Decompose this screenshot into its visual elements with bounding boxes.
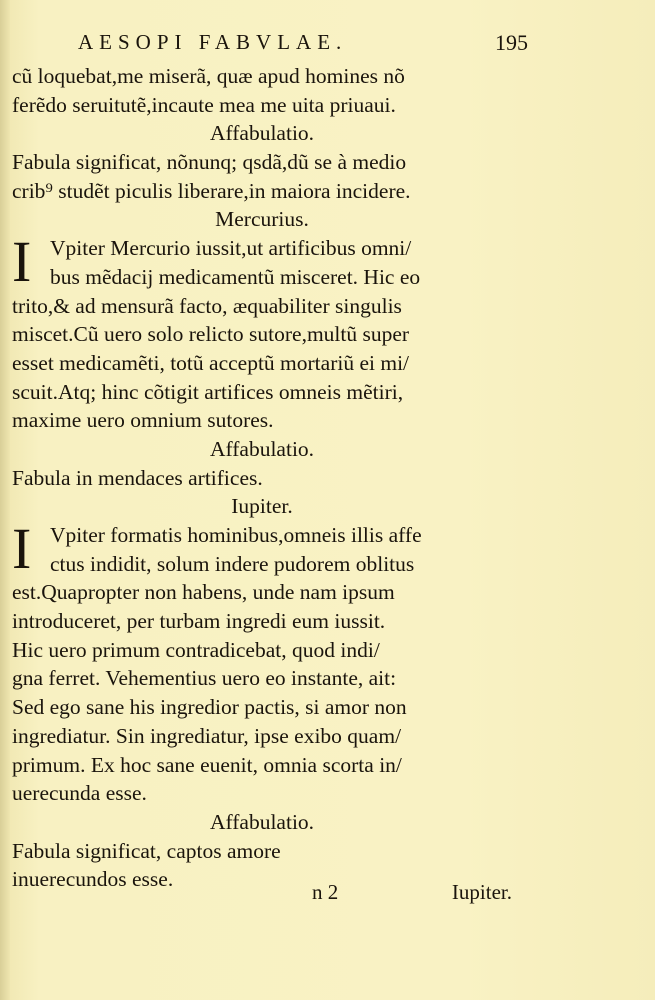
text-line: scuit.Atq; hinc cõtigit artifices omneis mẽtiri,	[12, 379, 404, 404]
text-line: ctus indidit, solum indere pudorem oblitus	[50, 551, 415, 576]
fable-title: Mercurius.	[215, 207, 309, 232]
text-line: Vpiter Mercurio iussit,ut artificibus omni/	[50, 236, 412, 261]
paragraph-iupiter	[12, 516, 512, 808]
paragraph-mercurius	[12, 229, 512, 435]
text-line: Hic uero primum contradicebat, quod indi/	[12, 637, 380, 662]
section-heading: Affabulatio.	[209, 436, 315, 461]
text-line: introduceret, per turbam ingredi eum iussit.	[12, 609, 386, 634]
signature-mark: n 2	[312, 880, 339, 904]
text-line: ferẽdo seruitutẽ,incaute mea me uita priuaui.	[12, 92, 396, 117]
text-line: est.Quapropter non habens, unde nam ipsum	[12, 580, 395, 605]
text-line: Fabula significat, captos amore	[12, 838, 281, 863]
catchword: Iupiter.	[451, 880, 512, 904]
text-line: esset medicamẽti, totũ acceptũ mortariũ ei mi/	[12, 350, 410, 375]
text-line: inuerecundos esse.	[12, 867, 174, 892]
text-line: Sed ego sane his ingredior pactis, si amor non	[12, 695, 407, 720]
text-line: trito,& ad mensurã facto, æquabiliter singulis	[12, 293, 402, 318]
page-footer	[12, 880, 512, 910]
section-heading: Affabulatio.	[209, 121, 315, 146]
page-gutter-shadow	[0, 0, 10, 1000]
running-title: AESOPI FABVLAE.	[78, 30, 348, 54]
section-heading: Affabulatio.	[209, 809, 315, 834]
drop-cap-initial: I	[12, 229, 32, 295]
text-line: bus mẽdacij medicamentũ misceret. Hic eo	[50, 264, 421, 289]
running-head	[78, 30, 528, 60]
text-line: cũ loquebat,me miserã, quæ apud homines nõ	[12, 64, 405, 88]
text-line: maxime uero omnium sutores.	[12, 408, 274, 433]
text-line: uerecunda esse.	[12, 781, 147, 806]
page-number: 195	[495, 30, 528, 55]
text-line: primum. Ex hoc sane euenit, omnia scorta in/	[12, 752, 402, 777]
text-line: Vpiter formatis hominibus,omneis illis affe	[50, 523, 422, 547]
text-line: Fabula in mendaces artifices.	[12, 465, 263, 490]
text-line: crib⁹ studẽt piculis liberare,in maiora incidere.	[12, 178, 411, 203]
body-text	[12, 62, 512, 894]
text-line: ingrediatur. Sin ingrediatur, ipse exibo quam/	[12, 723, 402, 748]
drop-cap-initial: I	[12, 516, 32, 581]
text-line: miscet.Cũ uero solo relicto sutore,multũ super	[12, 322, 410, 347]
text-line: Fabula significat, nõnunq; qsdã,dũ se à medio	[12, 150, 407, 175]
fable-title: Iupiter.	[231, 494, 293, 519]
text-line: gna ferret. Vehementius uero eo instante, ait:	[12, 666, 397, 691]
